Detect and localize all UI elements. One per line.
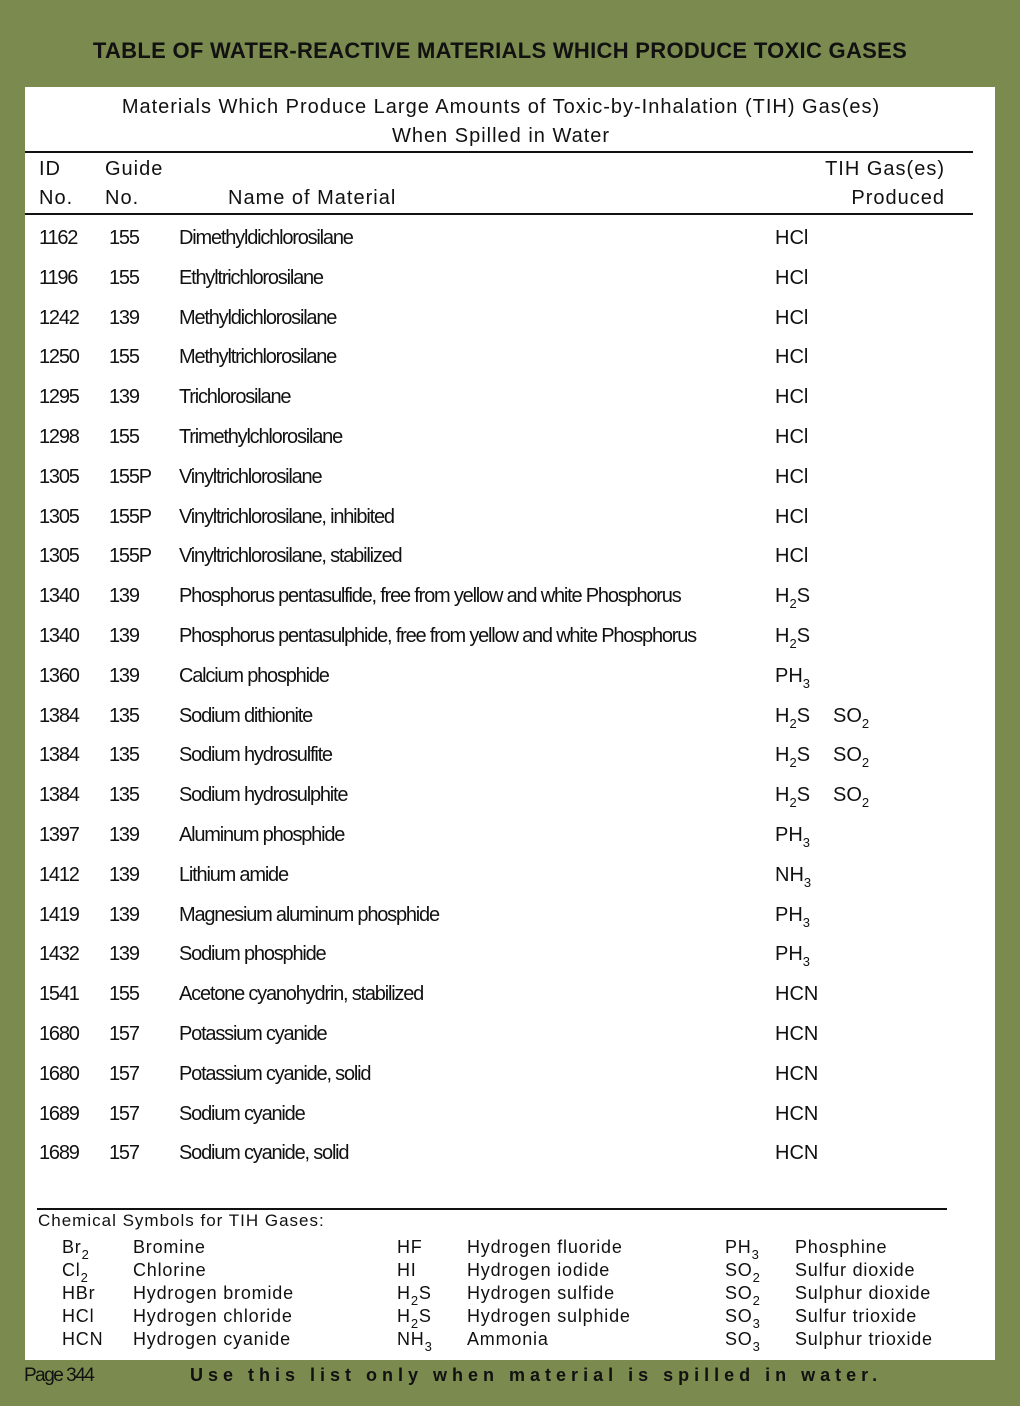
row-id: 1162 xyxy=(39,227,78,249)
col-head-id-line1: ID xyxy=(39,158,61,180)
table-row xyxy=(25,537,975,577)
subtitle-line-2: When Spilled in Water xyxy=(391,125,611,147)
legend-symbol: HI xyxy=(397,1260,417,1280)
table-row xyxy=(25,219,975,259)
table-row xyxy=(25,776,975,816)
legend-symbol: HCl xyxy=(62,1306,95,1326)
row-name: Vinyltrichlorosilane xyxy=(179,465,322,488)
col-head-id xyxy=(39,155,73,213)
row-id: 1541 xyxy=(39,983,79,1006)
row-gas: $H_2S$ xyxy=(775,704,811,731)
chemical-symbols-legend xyxy=(25,1237,975,1352)
row-gas: $PH_3$ xyxy=(775,823,811,850)
legend-symbol: HF xyxy=(397,1237,423,1257)
table-row xyxy=(25,338,975,378)
table-panel xyxy=(25,87,995,1360)
col-head-gas-line2: Produced xyxy=(851,187,945,209)
legend-gas-name: Hydrogen cyanide xyxy=(133,1329,291,1349)
row-gas: HCl xyxy=(775,505,809,528)
legend-gas-name: Chlorine xyxy=(133,1260,207,1280)
table-row xyxy=(25,975,975,1015)
row-guide: 139 xyxy=(109,386,139,409)
row-gas: HCN xyxy=(775,1062,819,1085)
row-id: 1412 xyxy=(39,863,79,886)
legend-row xyxy=(25,1283,975,1306)
row-name: Vinyltrichlorosilane, inhibited xyxy=(179,505,394,528)
row-gas: HCl xyxy=(775,465,809,488)
row-gas: HCl xyxy=(775,425,809,448)
row-guide: 139 xyxy=(109,823,139,846)
row-guide: 155P xyxy=(109,465,151,488)
legend-symbol: $NH_3$ xyxy=(397,1329,433,1354)
row-guide: 155 xyxy=(109,227,139,249)
row-guide: 135 xyxy=(109,704,139,727)
legend-symbol: $SO_3$ xyxy=(725,1306,761,1331)
row-gas: HCN xyxy=(775,1142,819,1165)
table-row xyxy=(25,816,975,856)
row-name: Potassium cyanide, solid xyxy=(179,1062,371,1085)
row-gas: $PH_3$ xyxy=(775,903,811,930)
table-subtitle xyxy=(25,93,977,151)
row-id: 1689 xyxy=(39,1142,79,1165)
row-guide: 135 xyxy=(109,784,139,807)
col-head-id-line2: No. xyxy=(39,187,74,209)
legend-symbol: $Cl_2$ xyxy=(62,1260,89,1285)
table-row xyxy=(25,418,975,458)
row-guide: 157 xyxy=(109,1022,139,1045)
materials-table-body xyxy=(25,219,975,1174)
legend-row xyxy=(25,1329,975,1352)
row-guide: 157 xyxy=(109,1062,139,1085)
row-gas-secondary: $SO_2$ xyxy=(833,704,870,731)
row-gas: $NH_3$ xyxy=(775,863,812,890)
legend-gas-name: Hydrogen sulphide xyxy=(467,1306,631,1326)
legend-gas-name: Sulfur trioxide xyxy=(795,1306,918,1326)
row-name: Phosphorus pentasulfide, free from yellow and white Phosphorus xyxy=(179,585,681,608)
row-gas: HCl xyxy=(775,227,809,249)
row-gas: $H_2S$ xyxy=(775,744,811,771)
header-bottom-rule xyxy=(25,213,973,215)
col-head-name: Name of Material xyxy=(228,187,397,209)
row-id: 1419 xyxy=(39,903,79,926)
row-gas: $PH_3$ xyxy=(775,664,811,691)
header-top-rule xyxy=(25,151,973,153)
table-row xyxy=(25,498,975,538)
row-id: 1305 xyxy=(39,545,79,568)
row-id: 1680 xyxy=(39,1022,79,1045)
row-guide: 139 xyxy=(109,943,139,966)
row-name: Magnesium aluminum phosphide xyxy=(179,903,439,926)
legend-gas-name: Sulfur dioxide xyxy=(795,1260,916,1280)
legend-symbol: $H_2S$ xyxy=(397,1283,432,1308)
row-id: 1250 xyxy=(39,346,79,369)
row-id: 1397 xyxy=(39,823,79,846)
row-guide: 155 xyxy=(109,346,139,369)
row-gas: $PH_3$ xyxy=(775,943,811,970)
page-title: TABLE OF WATER-REACTIVE MATERIALS WHICH PRODUCE TOXIC GASES xyxy=(92,38,908,63)
legend-gas-name: Sulphur trioxide xyxy=(795,1329,933,1349)
row-guide: 139 xyxy=(109,624,139,647)
row-guide: 157 xyxy=(109,1142,139,1165)
col-head-guide-line2: No. xyxy=(105,187,140,209)
legend-symbol: $Br_2$ xyxy=(62,1237,90,1262)
legend-gas-name: Bromine xyxy=(133,1237,206,1257)
table-row xyxy=(25,856,975,896)
row-name: Dimethyldichlorosilane xyxy=(179,227,353,249)
table-row xyxy=(25,697,975,737)
row-id: 1295 xyxy=(39,386,79,409)
legend-gas-name: Hydrogen iodide xyxy=(467,1260,611,1280)
row-gas: HCN xyxy=(775,1102,819,1125)
row-id: 1360 xyxy=(39,664,79,687)
row-name: Sodium hydrosulphite xyxy=(179,784,348,807)
row-name: Vinyltrichlorosilane, stabilized xyxy=(179,545,402,568)
row-id: 1196 xyxy=(39,266,78,289)
row-id: 1680 xyxy=(39,1062,79,1085)
row-guide: 135 xyxy=(109,744,139,767)
row-name: Methyldichlorosilane xyxy=(179,306,337,329)
row-id: 1305 xyxy=(39,505,79,528)
legend-gas-name: Hydrogen fluoride xyxy=(467,1237,623,1257)
legend-gas-name: Phosphine xyxy=(795,1237,888,1257)
row-name: Trimethylchlorosilane xyxy=(179,425,343,448)
legend-gas-name: Hydrogen bromide xyxy=(133,1283,294,1303)
table-row xyxy=(25,378,975,418)
row-guide: 139 xyxy=(109,306,139,329)
row-id: 1432 xyxy=(39,943,79,966)
row-gas: HCl xyxy=(775,346,809,369)
row-id: 1242 xyxy=(39,306,79,329)
col-head-gas-line1: TIH Gas(es) xyxy=(825,158,945,180)
table-row xyxy=(25,935,975,975)
table-row xyxy=(25,1055,975,1095)
row-name: Ethyltrichlorosilane xyxy=(179,266,323,289)
row-name: Acetone cyanohydrin, stabilized xyxy=(179,983,424,1006)
legend-gas-name: Sulphur dioxide xyxy=(795,1283,932,1303)
row-id: 1305 xyxy=(39,465,79,488)
row-name: Phosphorus pentasulphide, free from yellow and white Phosphorus xyxy=(179,624,696,647)
row-guide: 139 xyxy=(109,863,139,886)
legend-symbol: $SO_2$ xyxy=(725,1260,761,1285)
row-guide: 155P xyxy=(109,505,151,528)
legend-symbol: HCN xyxy=(62,1329,104,1349)
legend-gas-name: Hydrogen sulfide xyxy=(467,1283,615,1303)
row-gas: HCN xyxy=(775,1022,819,1045)
row-guide: 157 xyxy=(109,1102,139,1125)
legend-symbol: $H_2S$ xyxy=(397,1306,432,1331)
legend-top-rule xyxy=(37,1208,947,1210)
row-guide: 155 xyxy=(109,983,139,1006)
row-name: Sodium cyanide, solid xyxy=(179,1142,349,1165)
legend-symbol: $PH_3$ xyxy=(725,1237,760,1262)
legend-title: Chemical Symbols for TIH Gases: xyxy=(38,1211,325,1230)
row-id: 1384 xyxy=(39,744,79,767)
row-name: Sodium dithionite xyxy=(179,704,313,727)
row-gas: HCl xyxy=(775,545,809,568)
footer-note: Use this list only when material is spilled in water. xyxy=(190,1365,883,1385)
row-id: 1340 xyxy=(39,624,79,647)
row-gas: $H_2S$ xyxy=(775,624,811,651)
legend-gas-name: Hydrogen chloride xyxy=(133,1306,293,1326)
row-id: 1384 xyxy=(39,784,79,807)
row-guide: 139 xyxy=(109,664,139,687)
row-gas: HCN xyxy=(775,983,819,1006)
legend-symbol: $SO_3$ xyxy=(725,1329,761,1354)
table-row xyxy=(25,657,975,697)
row-guide: 155 xyxy=(109,425,139,448)
row-gas: HCl xyxy=(775,386,809,409)
legend-row xyxy=(25,1306,975,1329)
col-head-gas xyxy=(805,155,945,213)
table-row xyxy=(25,1095,975,1135)
row-name: Calcium phosphide xyxy=(179,664,329,687)
table-row xyxy=(25,458,975,498)
row-name: Sodium cyanide xyxy=(179,1102,305,1125)
row-id: 1689 xyxy=(39,1102,79,1125)
legend-symbol: HBr xyxy=(62,1283,96,1303)
row-gas: $H_2S$ xyxy=(775,585,811,612)
page-number: Page 344 xyxy=(24,1365,94,1386)
row-name: Sodium phosphide xyxy=(179,943,326,966)
row-guide: 139 xyxy=(109,585,139,608)
row-guide: 139 xyxy=(109,903,139,926)
table-row xyxy=(25,896,975,936)
row-guide: 155 xyxy=(109,266,139,289)
subtitle-line-1: Materials Which Produce Large Amounts of Toxic-by-Inhalation (TIH) Gas(es) xyxy=(121,96,881,118)
table-row xyxy=(25,299,975,339)
row-name: Potassium cyanide xyxy=(179,1022,327,1045)
table-row xyxy=(25,1015,975,1055)
legend-row xyxy=(25,1260,975,1283)
row-gas: $H_2S$ xyxy=(775,784,811,811)
row-gas-secondary: $SO_2$ xyxy=(833,784,870,811)
col-head-guide-line1: Guide xyxy=(105,158,164,180)
table-row xyxy=(25,577,975,617)
legend-gas-name: Ammonia xyxy=(467,1329,549,1349)
table-row xyxy=(25,736,975,776)
table-row xyxy=(25,1134,975,1174)
row-guide: 155P xyxy=(109,545,151,568)
row-name: Sodium hydrosulfite xyxy=(179,744,332,767)
row-name: Methyltrichlorosilane xyxy=(179,346,337,369)
row-name: Lithium amide xyxy=(179,863,288,886)
table-row xyxy=(25,617,975,657)
row-gas: HCl xyxy=(775,266,809,289)
row-gas-secondary: $SO_2$ xyxy=(833,744,870,771)
legend-symbol: $SO_2$ xyxy=(725,1283,761,1308)
row-name: Trichlorosilane xyxy=(179,386,291,409)
table-row xyxy=(25,259,975,299)
col-head-guide xyxy=(105,155,163,213)
row-id: 1340 xyxy=(39,585,79,608)
row-id: 1384 xyxy=(39,704,79,727)
row-id: 1298 xyxy=(39,425,79,448)
legend-row xyxy=(25,1237,975,1260)
row-gas: HCl xyxy=(775,306,809,329)
row-name: Aluminum phosphide xyxy=(179,823,345,846)
